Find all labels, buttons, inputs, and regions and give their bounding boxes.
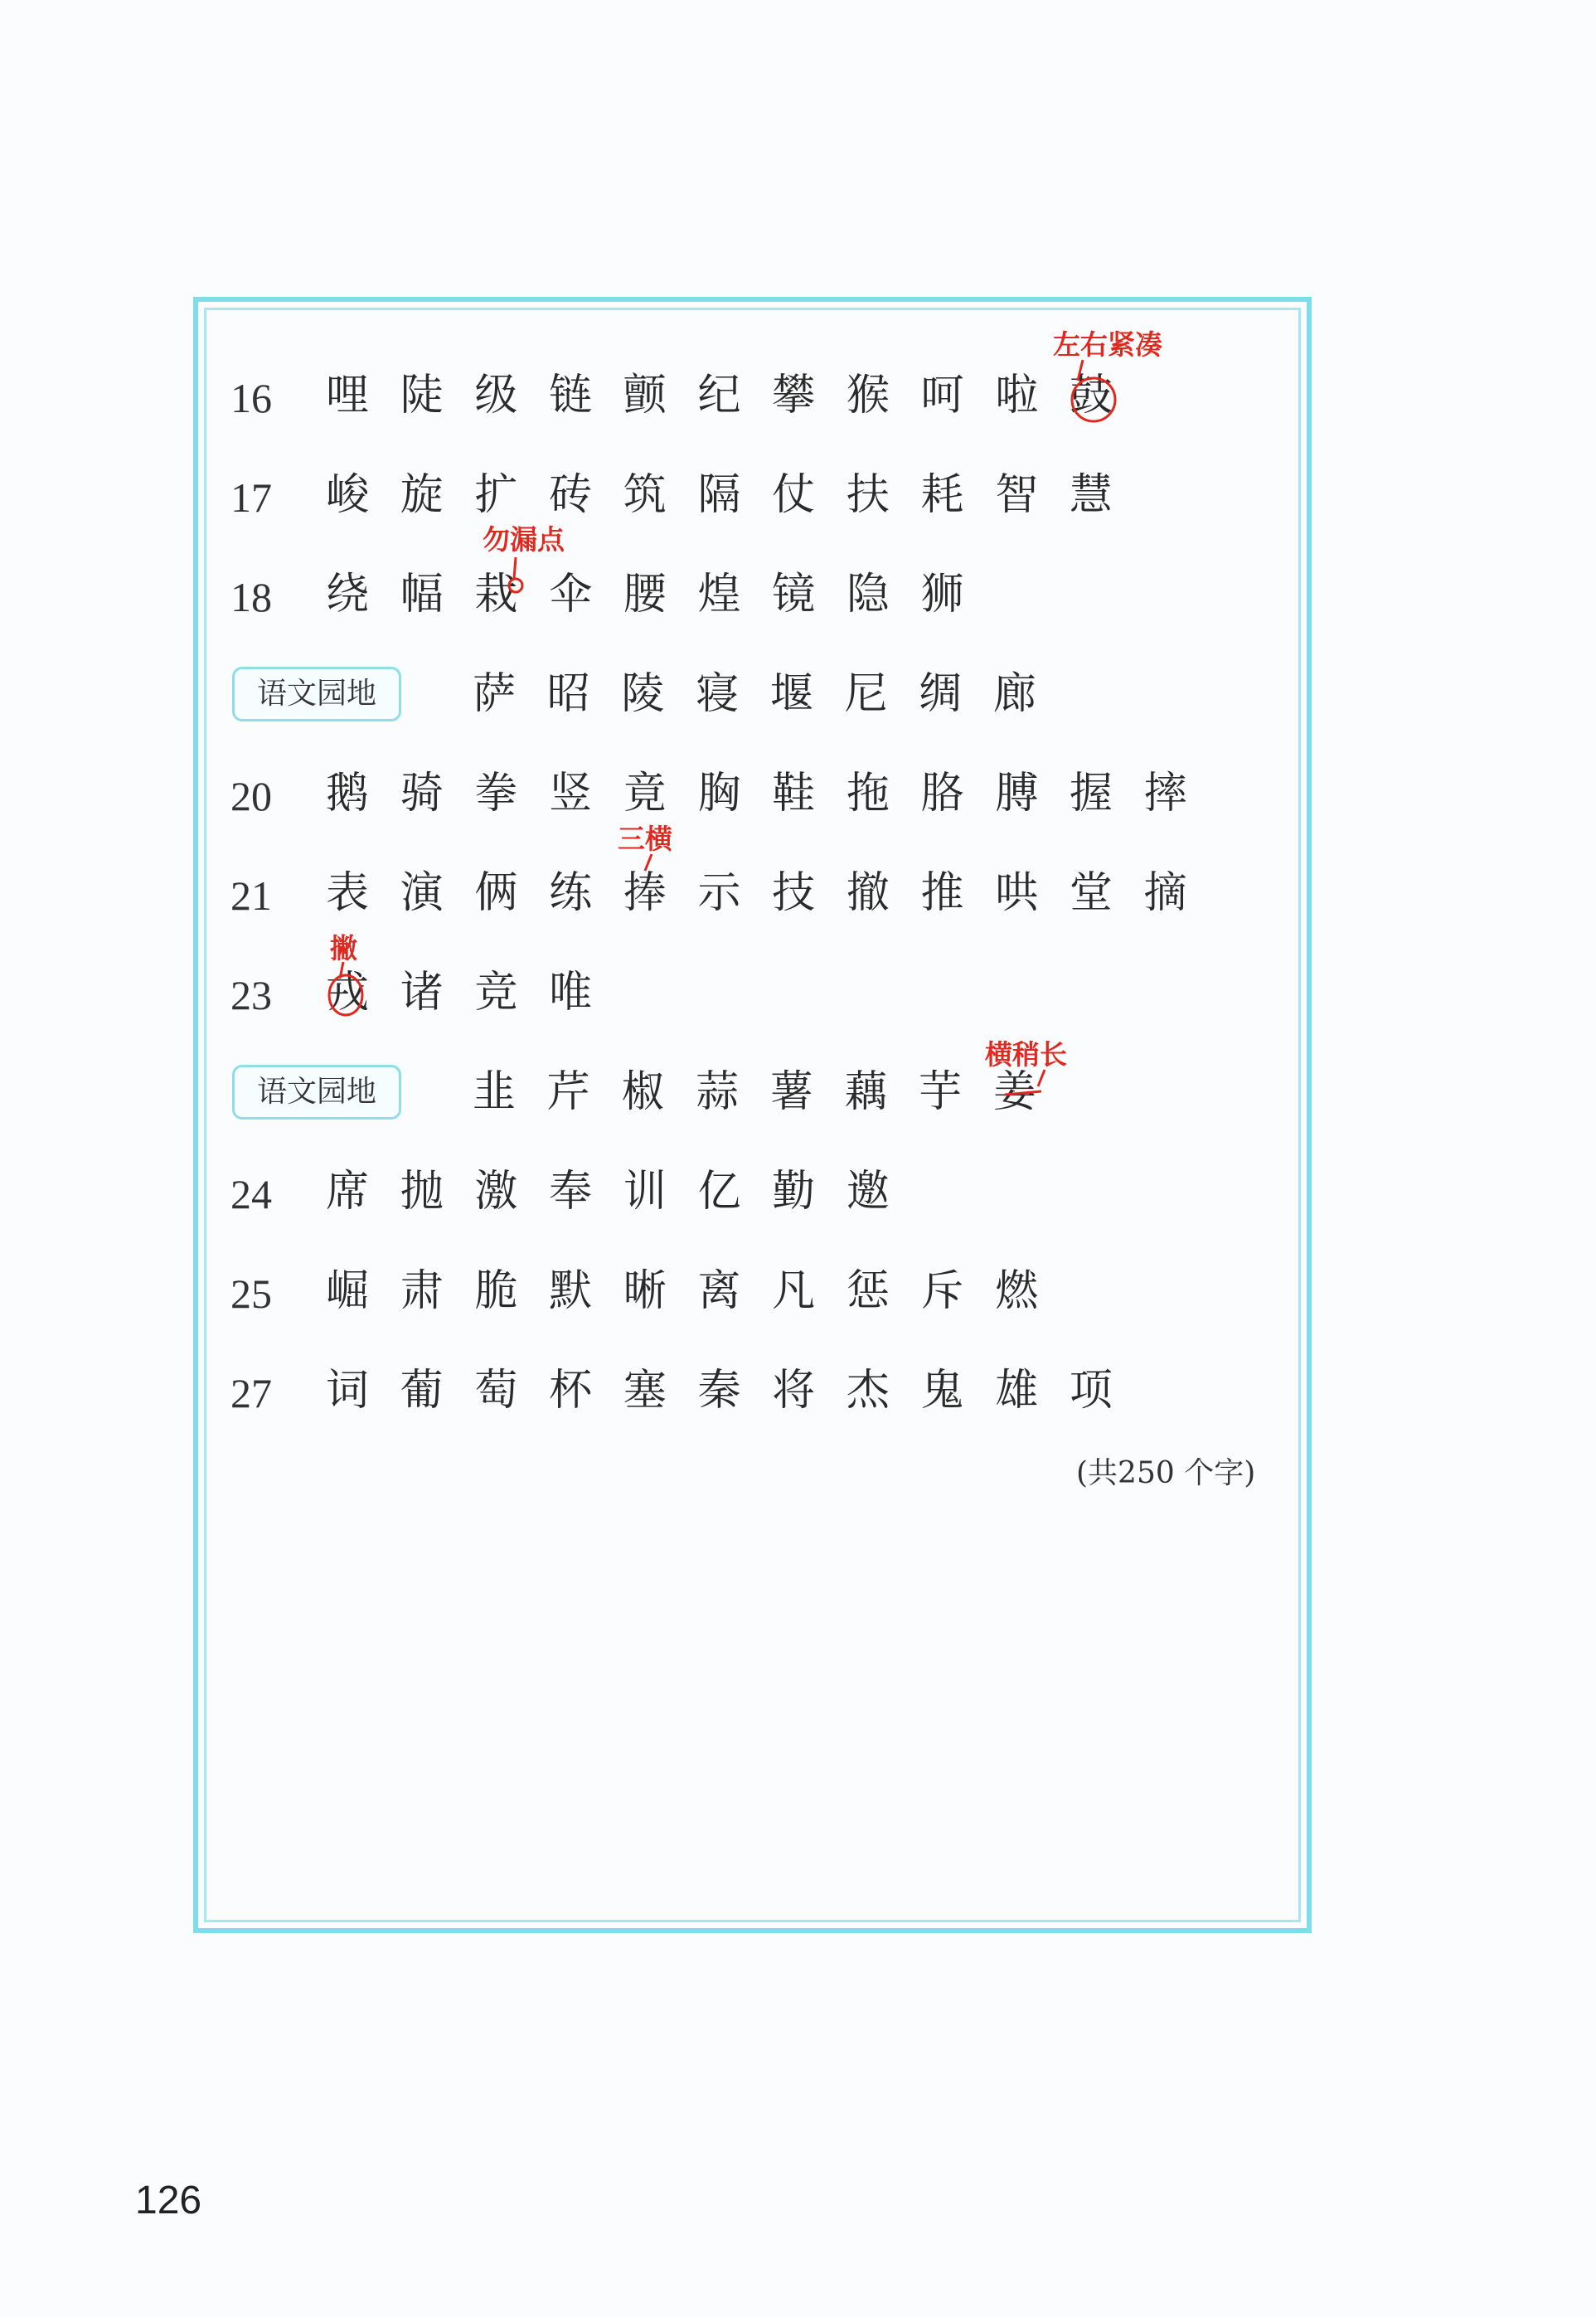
char-group <box>473 1061 1068 1123</box>
character: 技 <box>772 868 816 918</box>
char-group <box>326 862 1218 924</box>
character: 唯 <box>549 968 593 1018</box>
character: 旋 <box>400 470 444 520</box>
character: 项 <box>1069 1366 1113 1416</box>
character: 幅 <box>400 570 444 619</box>
character: 寝 <box>696 669 740 719</box>
character: 摔 <box>1143 769 1187 818</box>
annotation-rong: 撇 <box>330 932 357 964</box>
character: 纪 <box>697 371 741 420</box>
character: 煌 <box>697 570 741 619</box>
character: 哄 <box>995 868 1039 918</box>
character: 猴 <box>846 371 890 420</box>
character: 葡 <box>400 1366 444 1416</box>
character: 惩 <box>846 1266 890 1316</box>
lesson-number: 21 <box>230 872 272 919</box>
character: 竟 <box>623 769 667 818</box>
character: 竞 <box>474 968 518 1018</box>
character: 抛 <box>400 1167 444 1217</box>
character: 姜 <box>992 1067 1036 1117</box>
char-group <box>326 365 1144 426</box>
character: 扶 <box>846 470 890 520</box>
char-group <box>326 763 1218 824</box>
character: 戎 <box>326 968 370 1018</box>
character: 肃 <box>400 1266 444 1316</box>
character: 燃 <box>995 1266 1039 1316</box>
character: 陡 <box>400 371 444 420</box>
character: 激 <box>474 1167 518 1217</box>
character: 狮 <box>920 570 964 619</box>
character: 雄 <box>995 1366 1039 1416</box>
character: 峻 <box>326 470 370 520</box>
character: 将 <box>772 1366 816 1416</box>
character: 俩 <box>474 868 518 918</box>
character: 链 <box>549 371 593 420</box>
char-row <box>0 854 1596 937</box>
annotation-jiang: 横稍长 <box>985 1038 1067 1071</box>
character: 拖 <box>846 769 890 818</box>
lesson-number: 17 <box>230 474 272 521</box>
char-row <box>0 357 1596 440</box>
character: 塞 <box>623 1366 667 1416</box>
character: 椒 <box>621 1067 665 1117</box>
character: 席 <box>326 1167 370 1217</box>
character: 斥 <box>920 1266 964 1316</box>
character: 杯 <box>549 1366 593 1416</box>
lesson-number: 27 <box>230 1370 272 1416</box>
character: 陵 <box>621 669 665 719</box>
character: 晰 <box>623 1266 667 1316</box>
character: 仗 <box>772 470 816 520</box>
character: 诸 <box>400 968 444 1018</box>
character: 萄 <box>474 1366 518 1416</box>
lesson-number: 16 <box>230 375 272 421</box>
total-count: (共250 个字) <box>1076 1456 1256 1490</box>
character: 尼 <box>844 669 888 719</box>
character: 握 <box>1069 769 1113 818</box>
character: 廊 <box>992 669 1036 719</box>
character: 骑 <box>400 769 444 818</box>
character: 扩 <box>474 470 518 520</box>
character: 攀 <box>772 371 816 420</box>
character: 邀 <box>846 1167 890 1217</box>
character: 鞋 <box>772 769 816 818</box>
character: 蒜 <box>696 1067 740 1117</box>
character: 膊 <box>995 769 1039 818</box>
char-row <box>0 1252 1596 1335</box>
char-group <box>326 564 995 625</box>
character: 啦 <box>995 371 1039 420</box>
char-group <box>326 1360 1144 1421</box>
character: 堂 <box>1069 868 1113 918</box>
character: 藕 <box>844 1067 888 1117</box>
character: 呵 <box>920 371 964 420</box>
character: 鹅 <box>326 769 370 818</box>
character: 腰 <box>623 570 667 619</box>
character: 竖 <box>549 769 593 818</box>
character: 推 <box>920 868 964 918</box>
char-row <box>0 755 1596 838</box>
character: 胳 <box>920 769 964 818</box>
character: 伞 <box>549 570 593 619</box>
character: 撤 <box>846 868 890 918</box>
character: 镜 <box>772 570 816 619</box>
char-group <box>326 962 623 1023</box>
character: 筑 <box>623 470 667 520</box>
character: 拳 <box>474 769 518 818</box>
char-group <box>473 663 1068 725</box>
character: 韭 <box>473 1067 517 1117</box>
character: 凡 <box>772 1266 816 1316</box>
character: 栽 <box>474 570 518 619</box>
character: 示 <box>697 868 741 918</box>
char-row <box>0 655 1596 738</box>
char-row <box>0 1352 1596 1435</box>
character: 绸 <box>919 669 963 719</box>
character: 慧 <box>1069 470 1113 520</box>
lesson-number: 24 <box>230 1171 272 1217</box>
character: 隐 <box>846 570 890 619</box>
character: 亿 <box>697 1167 741 1217</box>
section-tag: 语文园地 <box>232 1065 401 1120</box>
char-row <box>0 556 1596 639</box>
character: 昭 <box>546 669 590 719</box>
character: 杰 <box>846 1366 890 1416</box>
character: 堰 <box>769 669 813 719</box>
character: 芋 <box>919 1067 963 1117</box>
section-tag: 语文园地 <box>232 667 401 721</box>
lesson-number: 23 <box>230 972 272 1018</box>
character: 颤 <box>623 371 667 420</box>
character: 脆 <box>474 1266 518 1316</box>
lesson-number: 20 <box>230 773 272 819</box>
char-row <box>0 1153 1596 1236</box>
character: 离 <box>697 1266 741 1316</box>
character: 摘 <box>1143 868 1187 918</box>
character: 勤 <box>772 1167 816 1217</box>
char-row <box>0 1053 1596 1136</box>
character: 捧 <box>623 868 667 918</box>
character: 鬼 <box>920 1366 964 1416</box>
character: 鼓 <box>1069 371 1113 420</box>
page-number: 126 <box>135 2179 202 2222</box>
char-row <box>0 954 1596 1037</box>
character: 奉 <box>549 1167 593 1217</box>
annotation-gu: 左右紧凑 <box>1053 328 1162 361</box>
character: 演 <box>400 868 444 918</box>
lesson-number: 18 <box>230 574 272 620</box>
annotation-peng: 三横 <box>618 823 672 855</box>
character: 砖 <box>549 470 593 520</box>
character: 级 <box>474 371 518 420</box>
character: 耗 <box>920 470 964 520</box>
character: 崛 <box>326 1266 370 1316</box>
character: 秦 <box>697 1366 741 1416</box>
character: 哩 <box>326 371 370 420</box>
char-group <box>326 1161 921 1222</box>
character: 绕 <box>326 570 370 619</box>
char-row <box>0 456 1596 539</box>
character: 练 <box>549 868 593 918</box>
character: 训 <box>623 1167 667 1217</box>
character: 薯 <box>769 1067 813 1117</box>
character: 芹 <box>546 1067 590 1117</box>
character: 词 <box>326 1366 370 1416</box>
character: 隔 <box>697 470 741 520</box>
character: 智 <box>995 470 1039 520</box>
char-group <box>326 1261 1070 1322</box>
character: 表 <box>326 868 370 918</box>
character: 萨 <box>473 669 517 719</box>
char-group <box>326 464 1144 526</box>
character: 默 <box>549 1266 593 1316</box>
lesson-number: 25 <box>230 1270 272 1317</box>
annotation-zai: 勿漏点 <box>483 523 565 556</box>
character: 胸 <box>697 769 741 818</box>
